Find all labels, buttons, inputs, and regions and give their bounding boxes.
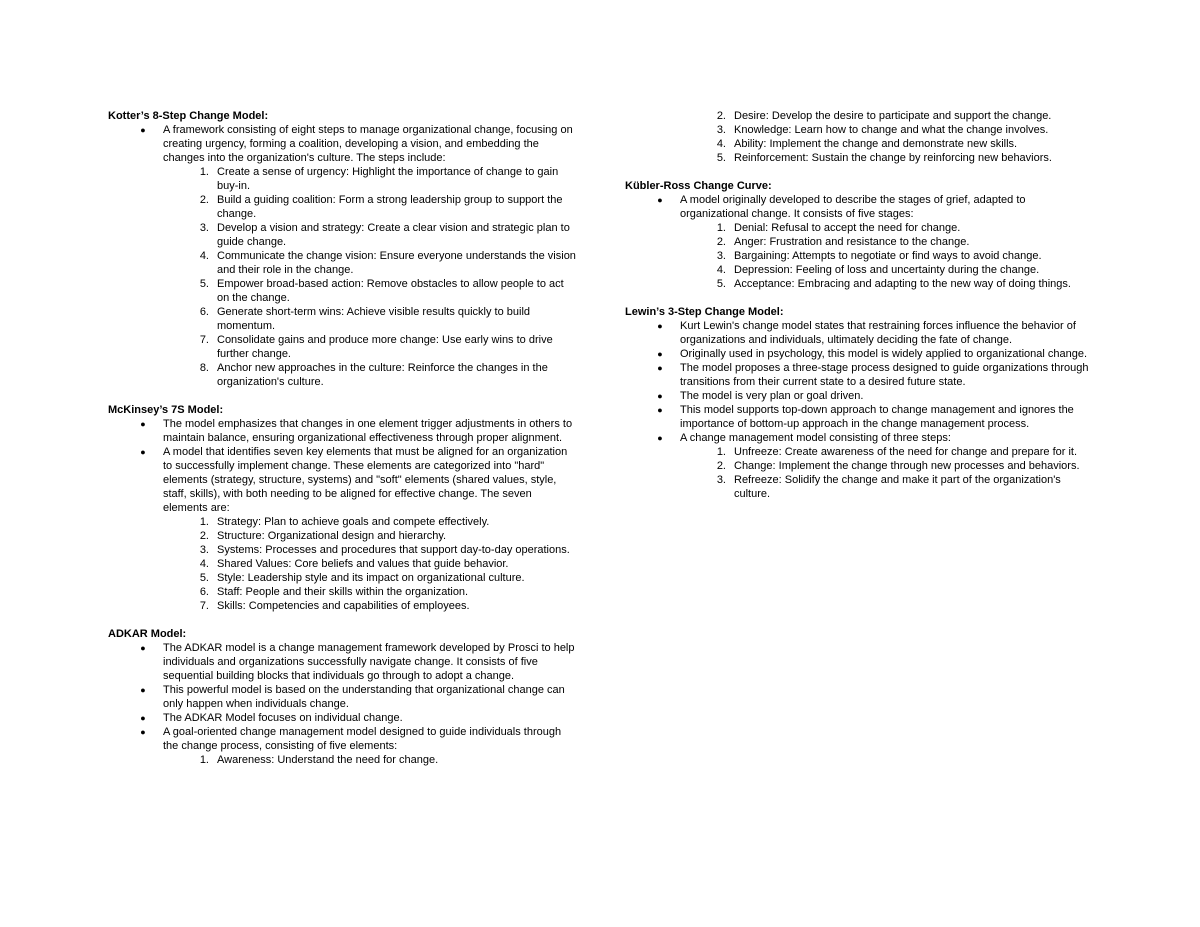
left-column	[108, 109, 578, 781]
bullet-text: The model proposes a three-stage process designed to guide organizations through transitions from their current state to a desired future state.	[680, 362, 1089, 388]
bullet-icon: ●	[657, 405, 663, 415]
bullet-item	[625, 193, 1095, 291]
bullet-item	[108, 417, 578, 445]
bullet-icon: ●	[140, 447, 146, 457]
numbered-item	[680, 263, 1095, 277]
numbered-item	[163, 515, 578, 529]
item-text: Consolidate gains and produce more change: Use early wins to drive further change.	[217, 334, 553, 360]
section-kotter	[108, 109, 578, 389]
bullet-text: Originally used in psychology, this model is widely applied to organizational change.	[680, 348, 1088, 360]
numbered-list	[108, 165, 578, 389]
item-text: Communicate the change vision: Ensure everyone understands the vision and their role in the change.	[217, 250, 576, 276]
bullet-icon: ●	[140, 643, 146, 653]
item-text: Create a sense of urgency: Highlight the importance of change to gain buy-in.	[217, 166, 559, 192]
bullet-list	[625, 319, 1095, 501]
item-number: 6.	[199, 586, 209, 598]
numbered-list	[625, 221, 1095, 291]
item-number: 4.	[716, 264, 726, 276]
bullet-item	[108, 725, 578, 767]
section-title: ADKAR Model:	[108, 628, 187, 640]
item-number: 5.	[716, 152, 726, 164]
numbered-item	[680, 473, 1095, 501]
item-text: Ability: Implement the change and demonstrate new skills.	[734, 138, 1018, 150]
item-number: 7.	[199, 334, 209, 346]
item-text: Desire: Develop the desire to participate and support the change.	[734, 110, 1052, 122]
bullet-text: The model emphasizes that changes in one element trigger adjustments in others to maintain balance, ensuring organizational effectiveness through proper alignment.	[163, 418, 573, 444]
item-text: Anger: Frustration and resistance to the change.	[734, 236, 970, 248]
item-number: 3.	[716, 124, 726, 136]
item-text: Style: Leadership style and its impact on organizational culture.	[217, 572, 525, 584]
item-text: Develop a vision and strategy: Create a clear vision and strategic plan to guide change.	[217, 222, 570, 248]
bullet-icon: ●	[140, 419, 146, 429]
item-number: 2.	[716, 460, 726, 472]
item-number: 5.	[199, 572, 209, 584]
item-text: Staff: People and their skills within the organization.	[217, 586, 469, 598]
item-number: 1.	[716, 446, 726, 458]
bullet-icon: ●	[140, 727, 146, 737]
item-text: Depression: Feeling of loss and uncertainty during the change.	[734, 264, 1040, 276]
bullet-icon: ●	[657, 363, 663, 373]
item-number: 2.	[716, 236, 726, 248]
item-text: Build a guiding coalition: Form a strong leadership group to support the change.	[217, 194, 563, 220]
bullet-icon: ●	[657, 349, 663, 359]
section-title: Kübler-Ross Change Curve:	[625, 180, 772, 192]
item-number: 2.	[199, 194, 209, 206]
item-text: Anchor new approaches in the culture: Reinforce the changes in the organization's culture.	[217, 362, 548, 388]
bullet-item	[108, 641, 578, 683]
bullet-item	[108, 445, 578, 613]
item-number: 5.	[199, 278, 209, 290]
item-number: 6.	[199, 306, 209, 318]
item-text: Systems: Processes and procedures that support day-to-day operations.	[217, 544, 570, 556]
bullet-text: A framework consisting of eight steps to manage organizational change, focusing on creating urgency, forming a coalition, developing a vision, and embedding the changes into the organization's culture. The steps include:	[163, 124, 573, 164]
item-number: 8.	[199, 362, 209, 374]
item-text: Acceptance: Embracing and adapting to the new way of doing things.	[734, 278, 1071, 290]
bullet-text: This model supports top-down approach to change management and ignores the importance of bottom-up approach in the change management process.	[680, 404, 1074, 430]
numbered-item	[680, 277, 1095, 291]
item-text: Change: Implement the change through new processes and behaviors.	[734, 460, 1080, 472]
item-text: Shared Values: Core beliefs and values that guide behavior.	[217, 558, 509, 570]
bullet-list	[625, 193, 1095, 291]
numbered-item	[163, 249, 578, 277]
item-text: Strategy: Plan to achieve goals and compete effectively.	[217, 516, 490, 528]
bullet-list	[108, 641, 578, 767]
item-text: Generate short-term wins: Achieve visible results quickly to build momentum.	[217, 306, 531, 332]
numbered-item	[163, 221, 578, 249]
right-column	[625, 109, 1095, 515]
item-text: Reinforcement: Sustain the change by reinforcing new behaviors.	[734, 152, 1052, 164]
item-number: 1.	[716, 222, 726, 234]
section-title: McKinsey’s 7S Model:	[108, 404, 224, 416]
item-number: 3.	[716, 474, 726, 486]
bullet-text: The model is very plan or goal driven.	[680, 390, 864, 402]
item-number: 1.	[199, 166, 209, 178]
section-lewin	[625, 305, 1095, 501]
numbered-item	[163, 361, 578, 389]
bullet-text: A goal-oriented change management model designed to guide individuals through the change process, consisting of five elements:	[163, 726, 562, 752]
numbered-list	[108, 753, 578, 767]
numbered-item	[163, 333, 578, 361]
bullet-item	[625, 389, 1095, 403]
section-title: Lewin’s 3-Step Change Model:	[625, 306, 784, 318]
numbered-item	[680, 109, 1095, 123]
item-number: 4.	[199, 250, 209, 262]
bullet-list	[108, 417, 578, 613]
item-number: 3.	[716, 250, 726, 262]
numbered-list	[108, 515, 578, 613]
numbered-item	[163, 305, 578, 333]
bullet-item	[625, 361, 1095, 389]
numbered-item	[163, 165, 578, 193]
bullet-icon: ●	[657, 391, 663, 401]
bullet-item	[625, 347, 1095, 361]
section-adkar	[108, 627, 578, 767]
bullet-text: Kurt Lewin's change model states that restraining forces influence the behavior of organizations and individuals, ultimately deciding the fate of change.	[680, 320, 1076, 346]
item-text: Unfreeze: Create awareness of the need for change and prepare for it.	[734, 446, 1078, 458]
bullet-text: A model originally developed to describe the stages of grief, adapted to organizational change. It consists of five stages:	[680, 194, 1026, 220]
numbered-list	[625, 445, 1095, 501]
bullet-item	[625, 403, 1095, 431]
bullet-icon: ●	[140, 125, 146, 135]
item-text: Denial: Refusal to accept the need for change.	[734, 222, 961, 234]
item-number: 3.	[199, 544, 209, 556]
bullet-item	[108, 711, 578, 725]
bullet-list	[108, 123, 578, 389]
numbered-item	[680, 249, 1095, 263]
numbered-item	[163, 585, 578, 599]
item-number: 2.	[716, 110, 726, 122]
bullet-icon: ●	[657, 433, 663, 443]
item-number: 5.	[716, 278, 726, 290]
item-text: Knowledge: Learn how to change and what the change involves.	[734, 124, 1049, 136]
numbered-item	[680, 137, 1095, 151]
numbered-item	[680, 459, 1095, 473]
bullet-text: The ADKAR model is a change management framework developed by Prosci to help individuals and organizations successfully navigate change. It consists of five sequential building blocks that individuals go through to adopt a change.	[163, 642, 575, 682]
numbered-item	[163, 599, 578, 613]
item-number: 7.	[199, 600, 209, 612]
numbered-item	[163, 753, 578, 767]
item-text: Empower broad-based action: Remove obstacles to allow people to act on the change.	[217, 278, 564, 304]
numbered-item	[680, 221, 1095, 235]
bullet-text: This powerful model is based on the understanding that organizational change can only happen when individuals change.	[163, 684, 565, 710]
item-number: 4.	[716, 138, 726, 150]
item-text: Skills: Competencies and capabilities of employees.	[217, 600, 470, 612]
bullet-icon: ●	[657, 321, 663, 331]
bullet-item	[625, 431, 1095, 501]
item-text: Awareness: Understand the need for change.	[217, 754, 439, 766]
item-text: Structure: Organizational design and hierarchy.	[217, 530, 447, 542]
bullet-icon: ●	[657, 195, 663, 205]
bullet-item	[625, 319, 1095, 347]
bullet-text: A change management model consisting of three steps:	[680, 432, 951, 444]
item-number: 4.	[199, 558, 209, 570]
item-number: 1.	[199, 516, 209, 528]
bullet-text: The ADKAR Model focuses on individual change.	[163, 712, 403, 724]
bullet-text: A model that identifies seven key elements that must be aligned for an organization to successfully implement change. These elements are categorized into "hard" elements (strategy, structure, systems) and "soft" elements (shared values, style, staff, skills), with both needing to be aligned for effective change. The seven elements are:	[163, 446, 568, 514]
numbered-item	[163, 571, 578, 585]
numbered-list	[625, 109, 1095, 165]
item-number: 3.	[199, 222, 209, 234]
item-number: 2.	[199, 530, 209, 542]
numbered-item	[680, 151, 1095, 165]
item-number: 1.	[199, 754, 209, 766]
bullet-icon: ●	[140, 685, 146, 695]
bullet-icon: ●	[140, 713, 146, 723]
numbered-item	[680, 235, 1095, 249]
item-text: Bargaining: Attempts to negotiate or find ways to avoid change.	[734, 250, 1042, 262]
section-kubler-ross	[625, 179, 1095, 291]
bullet-item	[108, 123, 578, 389]
numbered-item	[680, 445, 1095, 459]
section-adkar-continued	[625, 109, 1095, 165]
item-text: Refreeze: Solidify the change and make it part of the organization's culture.	[734, 474, 1061, 500]
numbered-item	[163, 277, 578, 305]
numbered-item	[163, 529, 578, 543]
bullet-item	[108, 683, 578, 711]
numbered-item	[163, 543, 578, 557]
numbered-item	[163, 193, 578, 221]
section-mckinsey	[108, 403, 578, 613]
section-title: Kotter’s 8-Step Change Model:	[108, 110, 269, 122]
numbered-item	[680, 123, 1095, 137]
numbered-item	[163, 557, 578, 571]
